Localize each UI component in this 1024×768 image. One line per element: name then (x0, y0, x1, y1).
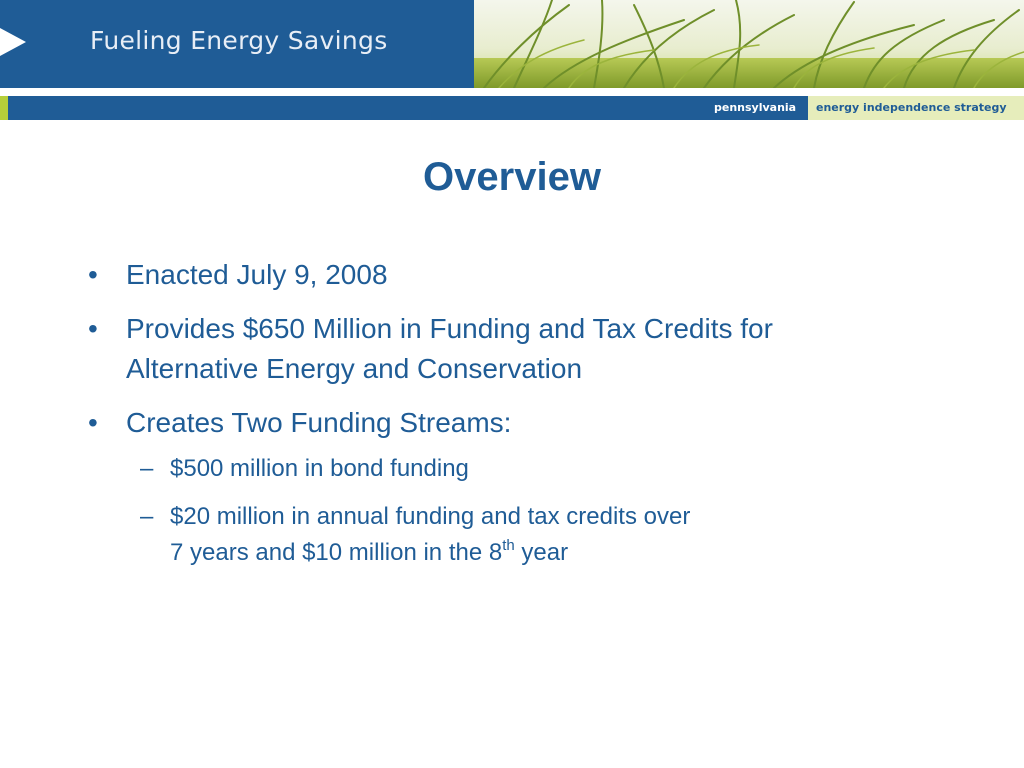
sub-bullet-text-line-2-post: year (514, 539, 569, 566)
header-banner (0, 0, 1024, 88)
bullet-marker: • (88, 407, 98, 438)
slide-title: Overview (423, 155, 601, 199)
bullet-marker: • (88, 313, 98, 344)
header-strip (0, 96, 1024, 120)
strip-accent (0, 96, 8, 120)
strategy-box (808, 96, 1024, 120)
arrow-icon (0, 28, 26, 56)
sub-bullet-marker: – (140, 503, 154, 530)
bullet-item (88, 309, 968, 389)
bullet-text-line-2: Alternative Energy and Conservation (126, 353, 583, 384)
bullet-item (88, 403, 968, 443)
sub-bullet-marker: – (140, 455, 154, 482)
sub-bullet-text: $500 million in bond funding (170, 455, 469, 482)
grass-photo (474, 0, 1024, 88)
strategy-label: energy independence strategy (816, 101, 1007, 114)
sub-bullet-text-line-1: $20 million in annual funding and tax credits over (170, 503, 691, 530)
ordinal-superscript: th (502, 537, 515, 554)
slide-content (88, 255, 968, 583)
banner-title: Fueling Energy Savings (90, 26, 388, 55)
bullet-text-line-1: Provides $650 Million in Funding and Tax Credits for (126, 313, 773, 344)
sub-bullet-text-line-2-pre: 7 years and $10 million in the 8 (170, 539, 503, 566)
sub-bullet-item (88, 451, 968, 487)
sub-bullet-item (88, 499, 968, 571)
state-label: pennsylvania (714, 101, 797, 114)
bullet-item (88, 255, 968, 295)
header-gap (0, 88, 1024, 96)
bullet-marker: • (88, 259, 98, 290)
bullet-text: Creates Two Funding Streams: (126, 407, 512, 438)
bullet-text: Enacted July 9, 2008 (126, 259, 388, 290)
